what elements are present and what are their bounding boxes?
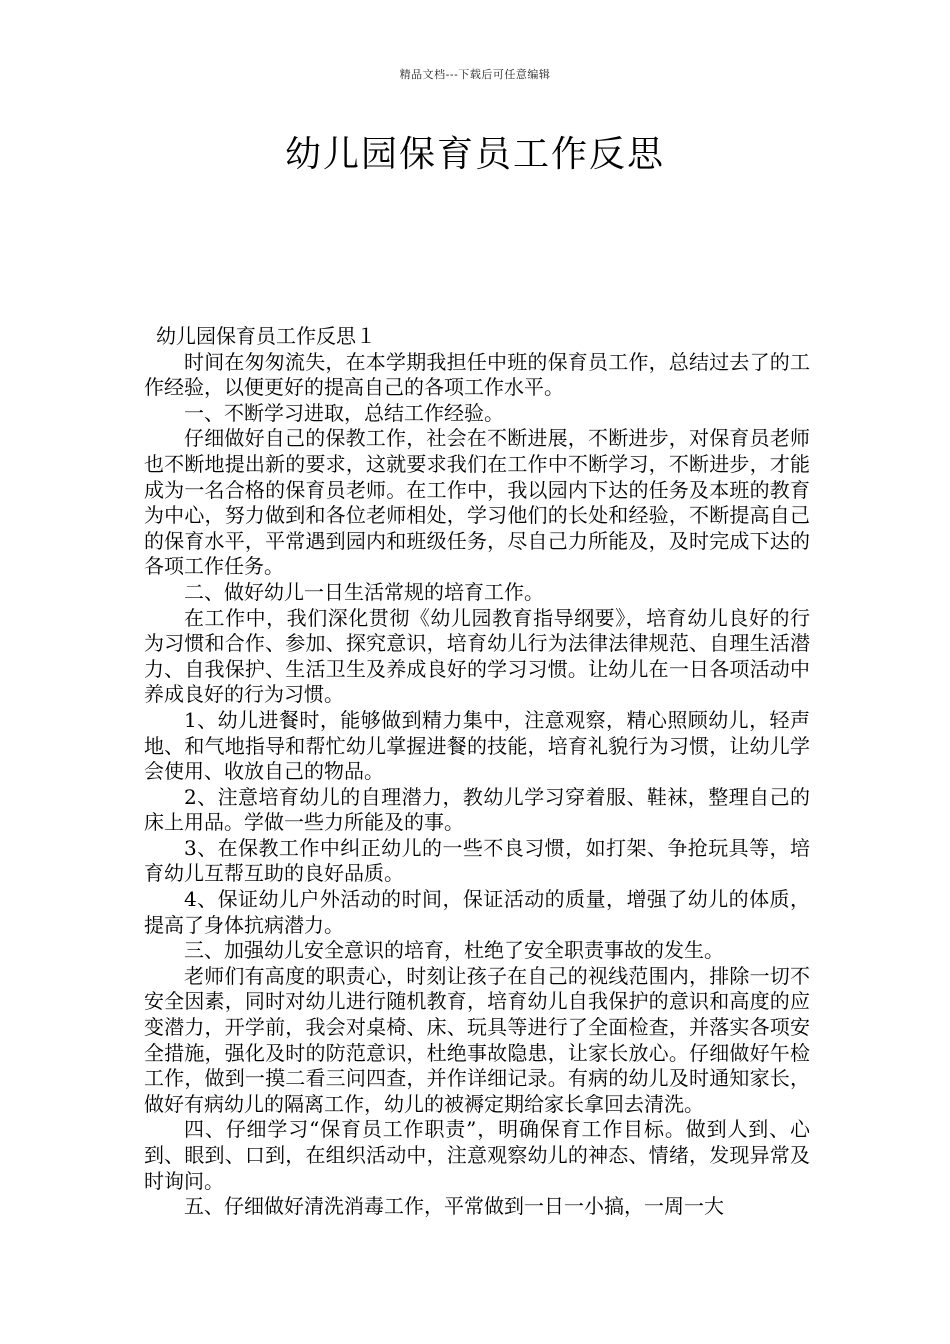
header-note: 精品文档---下载后可任意编辑	[399, 68, 551, 81]
document-body	[144, 324, 810, 1220]
paragraph: 时间在匆匆流失，在本学期我担任中班的保育员工作，总结过去了的工作经验，以便更好的提高自己的各项工作水平。	[144, 349, 810, 400]
paragraph: 2、注意培育幼儿的自理潜力，教幼儿学习穿着服、鞋袜，整理自己的床上用品。学做一些力所能及的事。	[144, 784, 810, 835]
paragraph: 仔细做好自己的保教工作，社会在不断进展，不断进步，对保育员老师也不断地提出新的要求，这就要求我们在工作中不断学习，不断进步，才能成为一名合格的保育员老师。在工作中，我以园内下达的任务及本班的教育为中心，努力做到和各位老师相处，学习他们的长处和经验，不断提高自己的保育水平，平常遇到园内和班级任务，尽自己力所能及，及时完成下达的各项工作任务。	[144, 426, 810, 579]
paragraph: 4、保证幼儿户外活动的时间，保证活动的质量，增强了幼儿的体质，提高了身体抗病潜力。	[144, 887, 810, 937]
document-title: 幼儿园保育员工作反思	[284, 134, 665, 175]
paragraph: 一、不断学习进取，总结工作经验。	[184, 400, 504, 425]
paragraph: 在工作中，我们深化贯彻《幼儿园教育指导纲要》，培育幼儿良好的行为习惯和合作、参加、探究意识，培育幼儿行为法律法律规范、自理生活潜力、自我保护、生活卫生及养成良好的学习习惯。让幼儿在一日各项活动中养成良好的行为习惯。	[144, 605, 810, 707]
paragraph: 五、仔细做好清洗消毒工作，平常做到一日一小搞，一周一大	[184, 1194, 724, 1219]
paragraph: 二、做好幼儿一日生活常规的培育工作。	[184, 579, 544, 604]
paragraph: 三、加强幼儿安全意识的培育，杜绝了安全职责事故的发生。	[184, 938, 724, 963]
section-heading: 幼儿园保育员工作反思１	[156, 324, 376, 348]
paragraph: 1、幼儿进餐时，能够做到精力集中，注意观察，精心照顾幼儿，轻声地、和气地指导和帮忙幼儿掌握进餐的技能，培育礼貌行为习惯，让幼儿学会使用、收放自己的物品。	[144, 707, 810, 784]
paragraph: 四、仔细学习“保育员工作职责”，明确保育工作目标。做到人到、心到、眼到、口到，在组织活动中，注意观察幼儿的神态、情绪，发现异常及时询问。	[144, 1117, 810, 1193]
paragraph: 老师们有高度的职责心，时刻让孩子在自己的视线范围内，排除一切不安全因素，同时对幼儿进行随机教育，培育幼儿自我保护的意识和高度的应变潜力，开学前，我会对桌椅、床、玩具等进行了全面检查，并落实各项安全措施，强化及时的防范意识，杜绝事故隐患，让家长放心。仔细做好午检工作，做到一摸二看三问四查，并作详细记录。有病的幼儿及时通知家长，做好有病幼儿的隔离工作，幼儿的被褥定期给家长拿回去清洗。	[144, 963, 810, 1116]
paragraph: 3、在保教工作中纠正幼儿的一些不良习惯，如打架、争抢玩具等，培育幼儿互帮互助的良好品质。	[144, 835, 810, 886]
